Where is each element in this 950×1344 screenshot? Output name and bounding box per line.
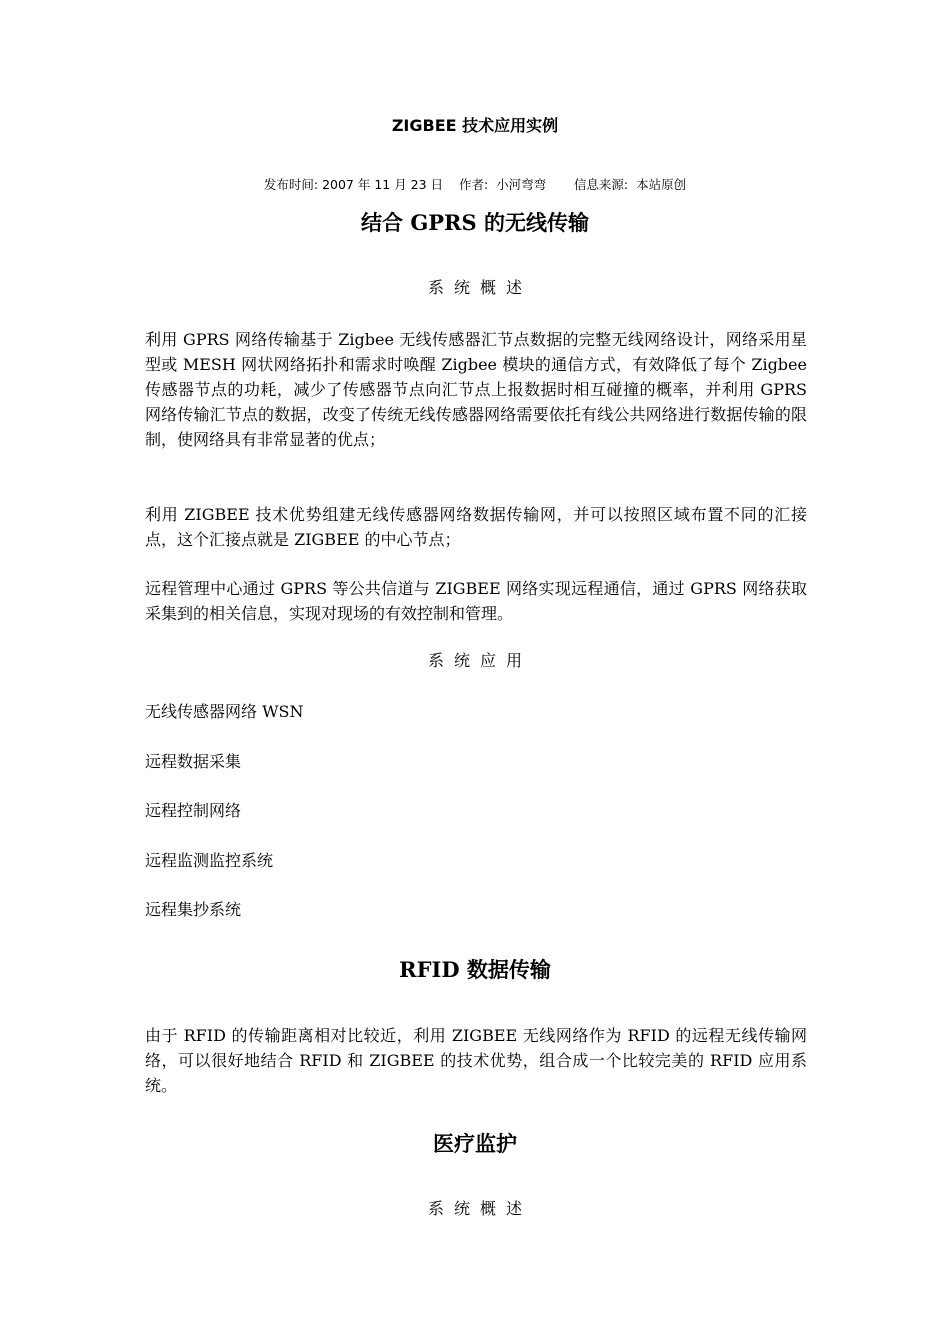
paragraph-rfid: 由于 RFID 的传输距离相对比较近，利用 ZIGBEE 无线网络作为 RFID 的远程无线传输网络，可以很好地结合 RFID 和 ZIGBEE 的技术优势，组合成一个比较完美的 RFID 应用系统。 xyxy=(145,1026,807,1095)
section-title-bold: GPRS xyxy=(410,210,477,235)
section-title-suffix: 数据传输 xyxy=(459,957,551,982)
document-title xyxy=(0,115,950,137)
list-item: 远程控制网络 xyxy=(145,801,242,820)
section-title-prefix: 结合 xyxy=(361,210,411,235)
subheading-system-application: 系统应用 xyxy=(427,651,532,670)
paragraph-remote-management: 远程管理中心通过 GPRS 等公共信道与 ZIGBEE 网络实现远程通信，通过 GPRS 网络获取采集到的相关信息，实现对现场的有效控制和管理。 xyxy=(145,579,807,623)
section-title-gprs xyxy=(0,209,950,237)
section-title-suffix: 的无线传输 xyxy=(476,210,589,235)
subheading-system-overview: 系统概述 xyxy=(427,278,532,297)
document-title-latin: ZIGBEE xyxy=(391,116,457,135)
list-item: 远程监测监控系统 xyxy=(145,851,274,870)
section-title-rfid xyxy=(0,956,950,984)
document-title-cjk: 技术应用实例 xyxy=(456,116,559,135)
subheading-system-overview: 系统概述 xyxy=(427,1199,532,1218)
list-item: 无线传感器网络 WSN xyxy=(145,702,304,721)
paragraph-gprs-design: 利用 GPRS 网络传输基于 Zigbee 无线传感器汇节点数据的完整无线网络设计，网络采用星型或 MESH 网状网络拓扑和需求时唤醒 Zigbee 模块的通信方式，有效降低了每个 Zigbee 传感器节点的功耗，减少了传感器节点向汇节点上报数据时相互碰撞的概率，并利用 GPRS 网络传输汇节点的数据，改变了传统无线传感器网络需要依托有线公共网络进行数据传输的限制，使网络具有非常显著的优点； xyxy=(145,330,807,449)
section-title-bold: RFID xyxy=(399,957,460,982)
publish-meta-line: 发布时间: 2007 年 11 月 23 日 作者: 小河弯弯 信息来源: 本站原创 xyxy=(263,177,687,192)
list-item: 远程数据采集 xyxy=(145,752,242,771)
paragraph-zigbee-network: 利用 ZIGBEE 技术优势组建无线传感器网络数据传输网，并可以按照区域布置不同的汇接点，这个汇接点就是 ZIGBEE 的中心节点； xyxy=(145,505,807,549)
list-item: 远程集抄系统 xyxy=(145,900,242,919)
section-title-medical: 医疗监护 xyxy=(433,1131,517,1156)
